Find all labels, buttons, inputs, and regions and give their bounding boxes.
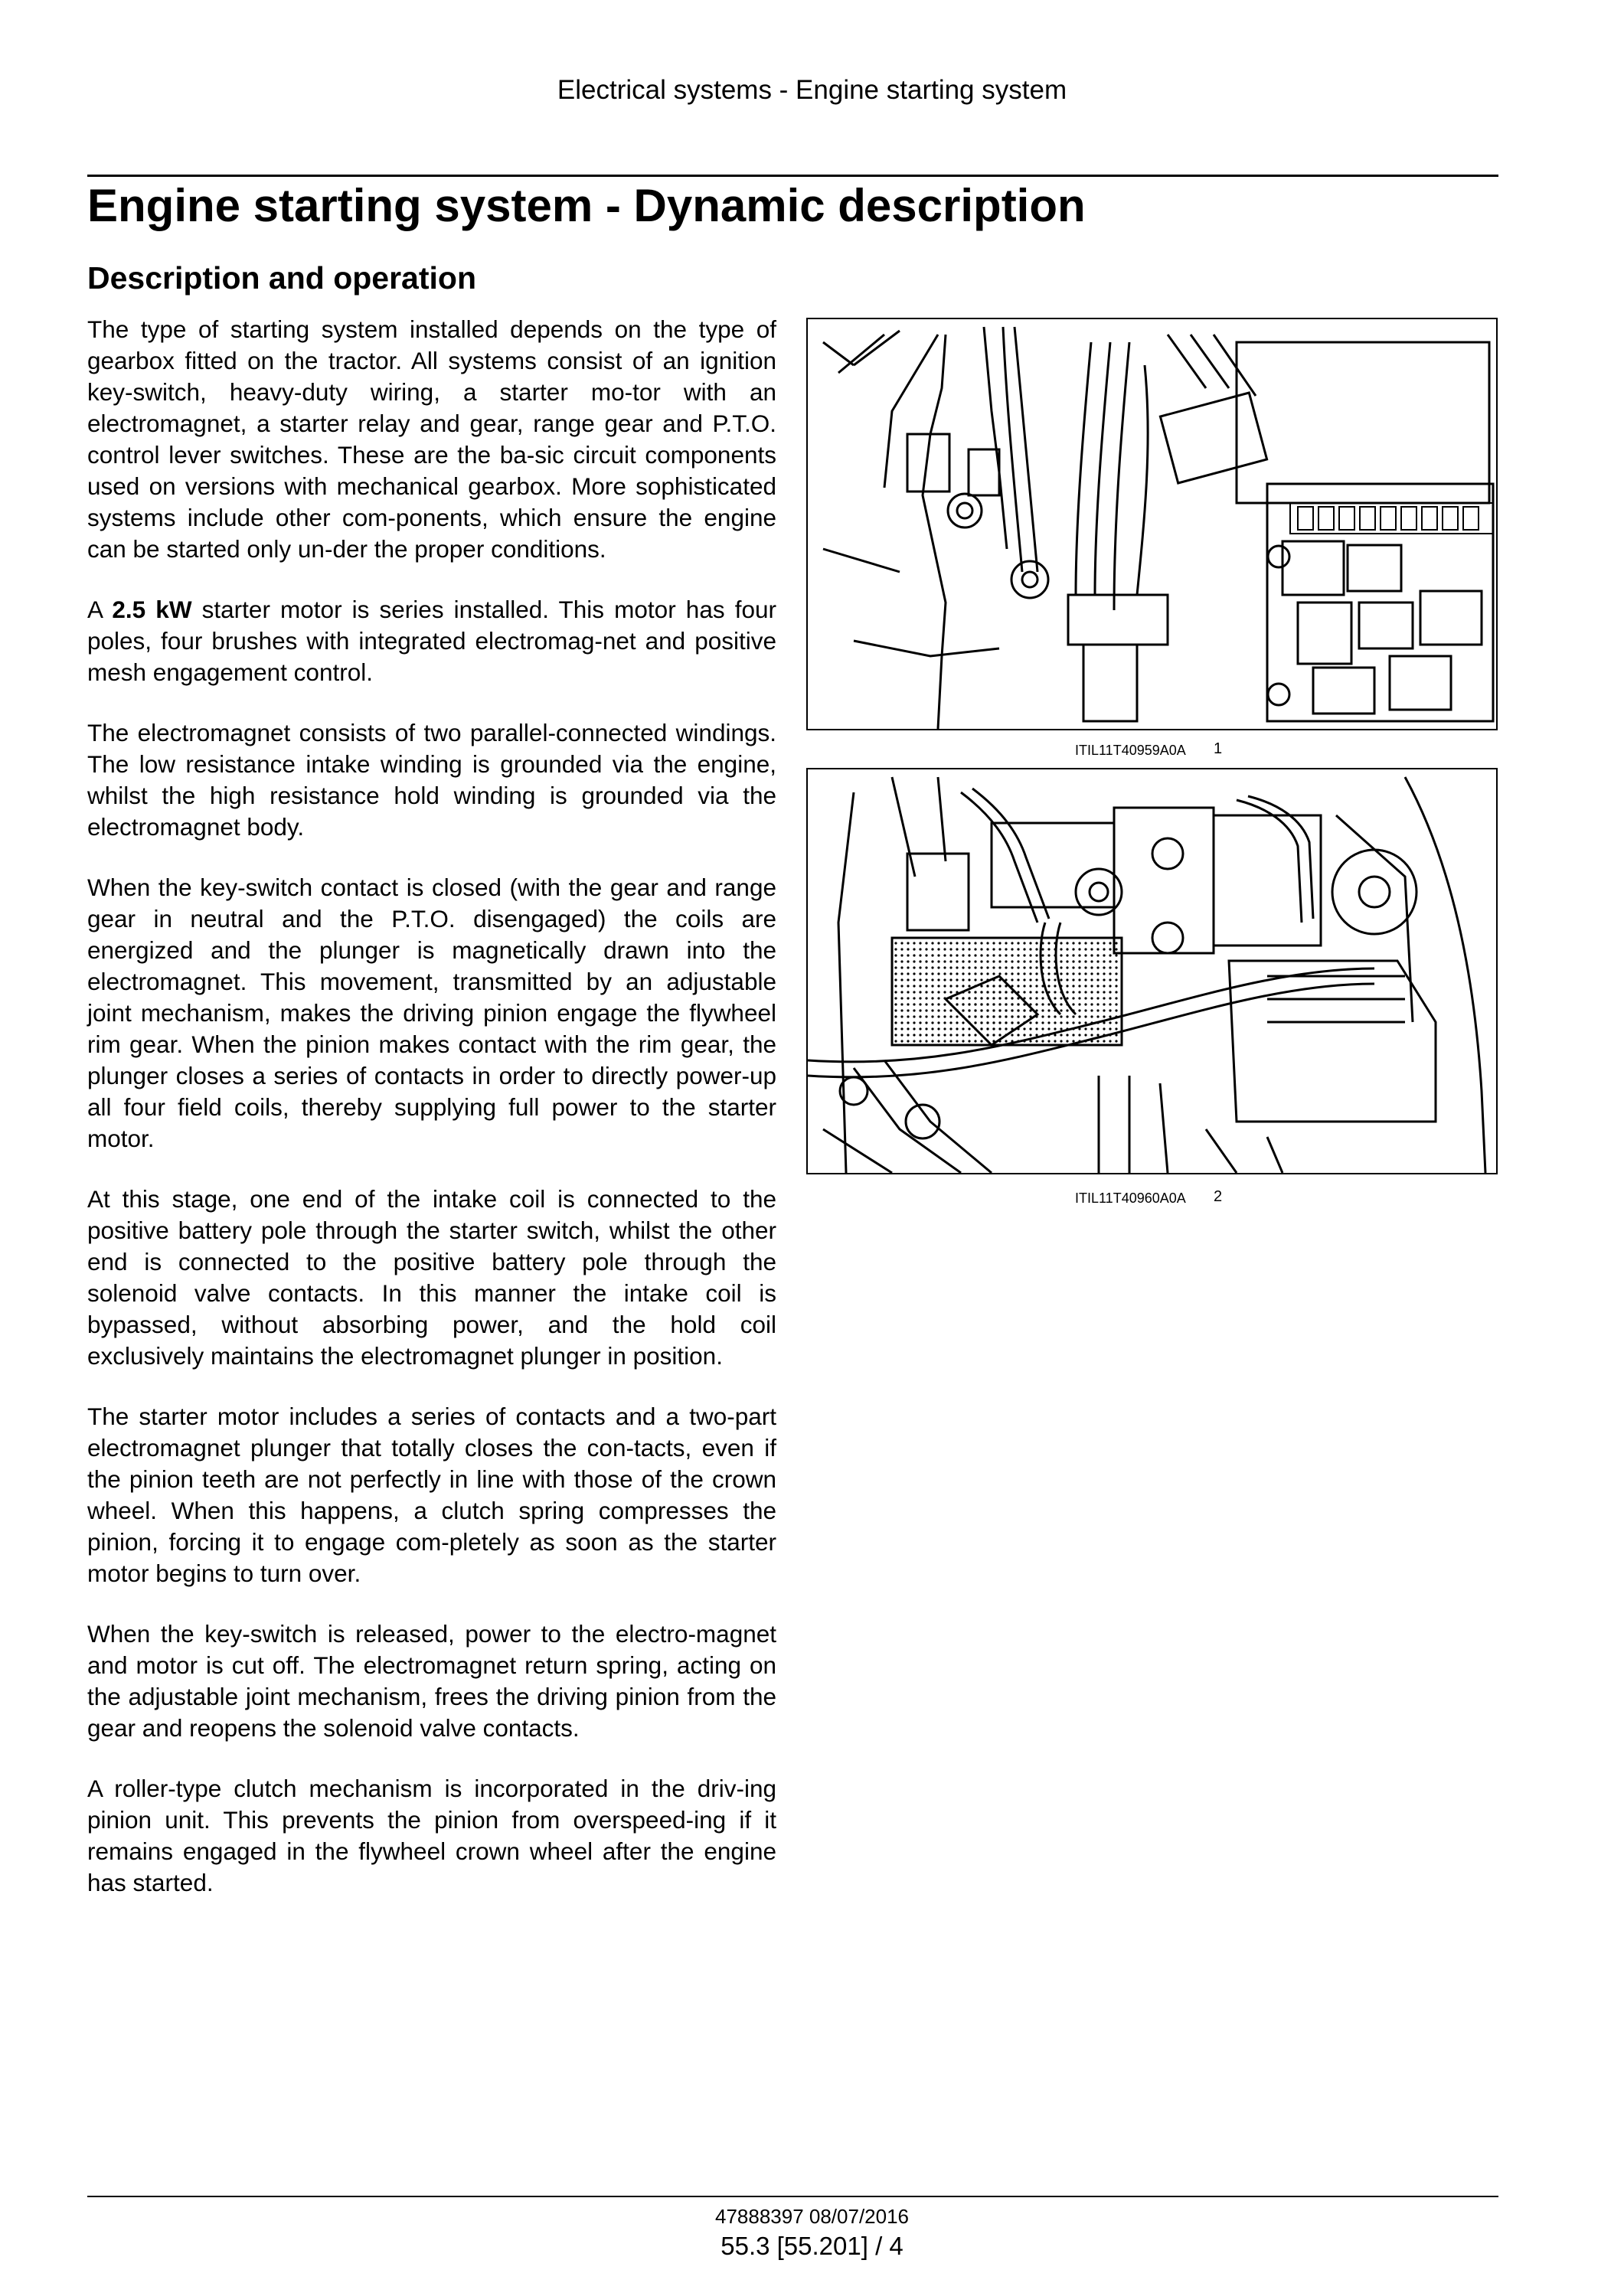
header-rule	[87, 175, 1498, 177]
page-title: Engine starting system - Dynamic description	[87, 180, 1086, 231]
paragraph-2-rest: starter motor is series installed. This motor has four poles, four brushes with integrated electromag-net and positive mesh engagement control.	[87, 596, 776, 686]
figure-1-number: 1	[1214, 740, 1223, 757]
figure-2-caption: ITIL11T40960A0A	[1075, 1190, 1186, 1206]
paragraph-3: The electromagnet consists of two parallel-connected windings. The low resistance intake winding is grounded via the engine, whilst the high resistance hold winding is grounded via the electromagnet body.	[87, 719, 776, 841]
running-header: Electrical systems - Engine starting system	[557, 75, 1067, 105]
fuse-row	[1298, 507, 1479, 530]
paragraph-7: When the key-switch is released, power to the electro-magnet and motor is cut off. The electromagnet return spring, acting on the adjustable joint mechanism, frees the driving pinion from the gear and reopens the solenoid valve contacts.	[87, 1620, 776, 1742]
power-rating: 2.5 kW	[112, 596, 192, 623]
paragraph-6: The starter motor includes a series of contacts and a two-part electromagnet plunger that totally closes the con-tacts, even if the pinion teeth are not perfectly in line with those of the crown wheel. When this happens, a clutch spring compresses the pinion, forcing it to engage com-pletely as soon as the starter motor begins to turn over.	[87, 1403, 776, 1587]
paragraph-1: The type of starting system installed depends on the type of gearbox fitted on the tractor. All systems consist of an ignition key-switch, heavy-duty wiring, a starter mo-tor with an electromagnet, a starter relay and gear, range gear and P.T.O. control lever switches. These are the ba-sic circuit components used on versions with mechanical gearbox. More sophisticated systems include other com-ponents, which ensure the engine can be started only un-der the proper conditions.	[87, 315, 776, 563]
body-text	[87, 314, 776, 1928]
paragraph-2-lead: A	[87, 596, 113, 623]
figure-2-number: 2	[1214, 1188, 1223, 1205]
document-number: 47888397 08/07/2016	[714, 2205, 910, 2228]
paragraph-2	[87, 594, 776, 688]
figure-2-starter-illustration	[806, 768, 1498, 1174]
page-reference: 55.3 [55.201] / 4	[721, 2232, 903, 2260]
figure-1-caption: ITIL11T40959A0A	[1075, 743, 1186, 758]
footer-rule	[87, 2196, 1498, 2197]
figure-1-wiring-illustration	[806, 318, 1498, 730]
paragraph-5: At this stage, one end of the intake coil is connected to the positive battery pole through the starter switch, whilst the other end is connected to the positive battery pole through the solenoid valve contacts. In this manner the intake coil is bypassed, without absorbing power, and the hold coil exclusively maintains the electromagnet plunger in position.	[87, 1185, 776, 1370]
paragraph-4: When the key-switch contact is closed (with the gear and range gear in neutral and the P.T.O. disengaged) the coils are energized and the plunger is magnetically drawn into the electromagnet. This movement, transmitted by an adjustable joint mechanism, makes the driving pinion engage the flywheel rim gear. When the pinion makes contact with the rim gear, the plunger closes a series of contacts in order to directly power-up all four field coils, thereby supplying full power to the starter motor.	[87, 874, 776, 1152]
paragraph-8: A roller-type clutch mechanism is incorporated in the driv-ing pinion unit. This prevents the pinion from overspeed-ing if it remains engaged in the flywheel crown wheel after the engine has started.	[87, 1775, 776, 1896]
section-heading: Description and operation	[87, 260, 476, 296]
